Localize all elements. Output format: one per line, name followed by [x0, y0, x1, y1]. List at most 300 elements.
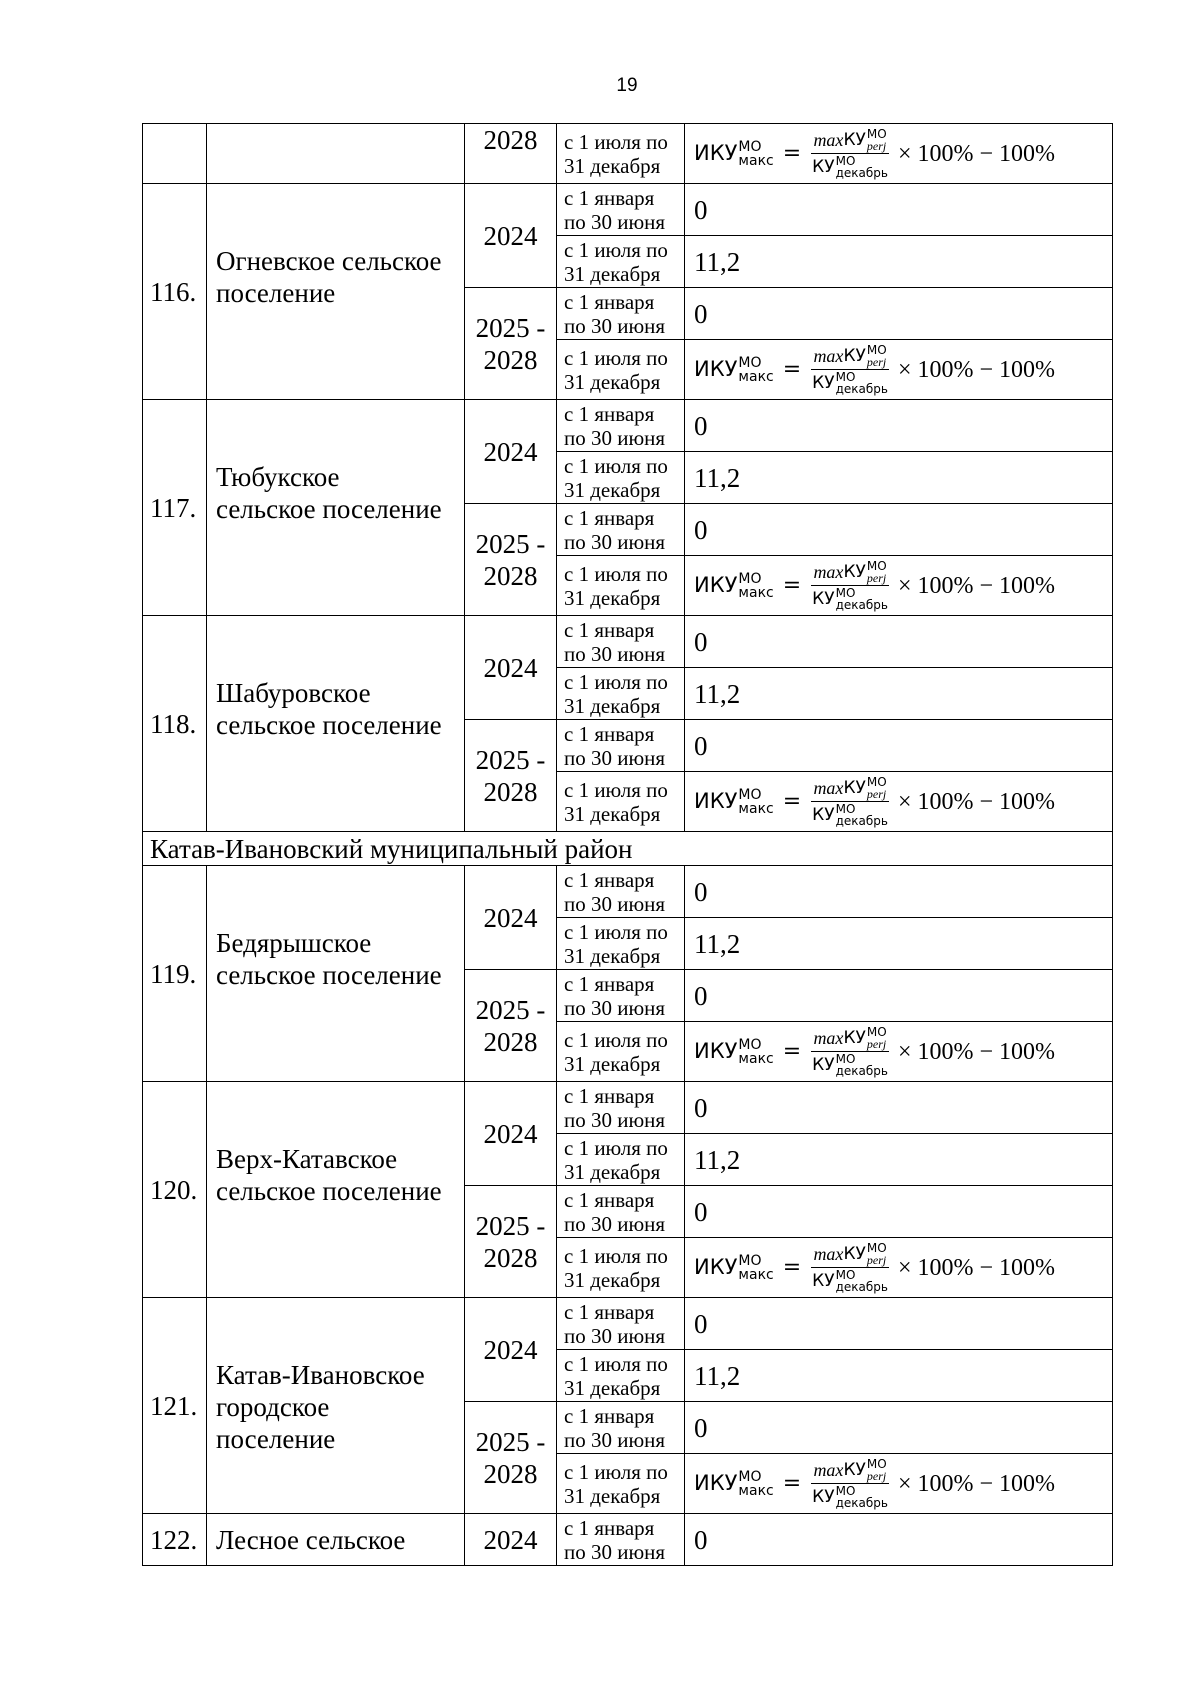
- year-line: 2028: [483, 776, 538, 807]
- period-line: 31 декабря: [564, 1051, 661, 1076]
- year-cell: [465, 1082, 557, 1186]
- table-row: [143, 1082, 1113, 1134]
- period-cell: [557, 1022, 685, 1082]
- period-line: с 1 января: [564, 289, 655, 314]
- year-line: 2024: [483, 220, 538, 251]
- settlement-name-line: Верх-Катавское: [216, 1144, 398, 1174]
- period-cell: [557, 866, 685, 918]
- period-line: с 1 января: [564, 617, 655, 642]
- year-line: 2025 -: [475, 1210, 546, 1241]
- tariff-table-body: [143, 124, 1113, 1566]
- formula-numerator: [811, 128, 888, 154]
- formula: [694, 128, 1055, 179]
- value-cell: 0: [685, 288, 1113, 340]
- year-cell: [465, 970, 557, 1082]
- year-cell: [465, 1186, 557, 1298]
- formula-den-sub: декабрь: [835, 1064, 888, 1078]
- row-number: [143, 124, 207, 184]
- period-cell: [557, 970, 685, 1022]
- formula-lhs-scripts: [738, 788, 773, 816]
- period-line: с 1 января: [564, 1403, 655, 1428]
- formula-num-main: КУ: [843, 129, 866, 150]
- formula-den-main: КУ: [812, 804, 835, 825]
- formula-numerator: [811, 1458, 888, 1484]
- formula-lhs: ИКУ: [694, 573, 738, 597]
- value-cell: 0: [685, 1402, 1113, 1454]
- formula-num-prefix: max: [813, 130, 844, 150]
- formula-lhs-scripts: [738, 356, 773, 384]
- settlement-name-line: Катав-Ивановское: [216, 1360, 425, 1390]
- formula-lhs-sup: МО: [738, 1036, 762, 1053]
- formula-num-main: КУ: [843, 561, 866, 582]
- year-line: 2028: [483, 344, 538, 375]
- formula-lhs-sub: макс: [738, 1266, 774, 1283]
- year-line: 2028: [483, 125, 538, 155]
- formula-num-prefix: max: [813, 346, 844, 366]
- formula-equals: =: [782, 1038, 802, 1064]
- settlement-name: [207, 616, 465, 832]
- period-line: с 1 января: [564, 721, 655, 746]
- formula-num-sub: perj: [866, 1037, 887, 1051]
- settlement-name-line: Шабуровское: [216, 678, 371, 708]
- period-line: по 30 июня: [564, 425, 666, 450]
- formula-den-sup: МО: [835, 154, 856, 168]
- year-line: 2024: [483, 1524, 538, 1555]
- period-line: 31 декабря: [564, 477, 661, 502]
- table-row: [143, 866, 1113, 918]
- formula-lhs-scripts: [738, 140, 773, 168]
- formula: [694, 776, 1055, 827]
- period-cell: [557, 772, 685, 832]
- formula-lhs: ИКУ: [694, 789, 738, 813]
- period-line: с 1 июля по: [564, 1135, 668, 1160]
- period-line: с 1 июля по: [564, 1243, 668, 1268]
- period-line: с 1 января: [564, 1515, 655, 1540]
- formula-num-sup: МО: [866, 559, 887, 573]
- value-cell: 0: [685, 1082, 1113, 1134]
- period-cell: [557, 236, 685, 288]
- year-line: 2024: [483, 652, 538, 683]
- formula-tail: × 100% − 100%: [897, 140, 1056, 167]
- period-line: 31 декабря: [564, 801, 661, 826]
- formula-den-sup: МО: [835, 1268, 856, 1282]
- formula-lhs-sub: макс: [738, 152, 774, 169]
- formula-tail: × 100% − 100%: [897, 572, 1056, 599]
- period-line: 31 декабря: [564, 153, 661, 178]
- formula-lhs-sub: макс: [738, 368, 774, 385]
- formula-num-prefix: max: [813, 1028, 844, 1048]
- settlement-name-line: Лесное сельское: [216, 1524, 406, 1555]
- formula-num-sub: perj: [866, 1253, 887, 1267]
- year-line: 2028: [483, 1026, 538, 1057]
- period-cell: [557, 504, 685, 556]
- formula-numerator: [811, 344, 888, 370]
- table-row: [143, 1298, 1113, 1350]
- year-cell: [465, 1514, 557, 1566]
- year-cell: [465, 1402, 557, 1514]
- formula-numerator: [811, 776, 888, 802]
- period-cell: [557, 1402, 685, 1454]
- formula-numerator: [811, 560, 888, 586]
- value-cell: [685, 556, 1113, 616]
- period-line: 31 декабря: [564, 1267, 661, 1292]
- formula-equals: =: [782, 1254, 802, 1280]
- period-line: 31 декабря: [564, 369, 661, 394]
- formula-num-prefix: max: [813, 1244, 844, 1264]
- section-row: [143, 832, 1113, 866]
- formula-num-main: КУ: [843, 777, 866, 798]
- settlement-name: [207, 1514, 465, 1566]
- formula-num-sub: perj: [866, 1469, 887, 1483]
- formula-num-main: КУ: [843, 1243, 866, 1264]
- formula-denominator: [810, 802, 890, 827]
- formula-den-scripts: [836, 1053, 888, 1077]
- period-cell: [557, 1454, 685, 1514]
- year-cell: [465, 288, 557, 400]
- period-cell: [557, 1238, 685, 1298]
- period-line: 31 декабря: [564, 1483, 661, 1508]
- formula-num-prefix: max: [813, 562, 844, 582]
- year-cell: [465, 504, 557, 616]
- period-line: по 30 июня: [564, 641, 666, 666]
- formula-num-scripts: [867, 1458, 887, 1482]
- formula-num-main: КУ: [843, 1027, 866, 1048]
- formula-num-scripts: [867, 776, 887, 800]
- formula-num-sub: perj: [866, 571, 887, 585]
- period-cell: [557, 1350, 685, 1402]
- period-cell: [557, 918, 685, 970]
- period-line: по 30 июня: [564, 1539, 666, 1564]
- tariff-table: [142, 123, 1113, 1566]
- formula-num-sup: МО: [866, 1241, 887, 1255]
- formula-tail: × 100% − 100%: [897, 1470, 1056, 1497]
- formula-denominator: [810, 586, 890, 611]
- table-row: [143, 400, 1113, 452]
- value-cell: 11,2: [685, 1134, 1113, 1186]
- row-number: 120.: [143, 1082, 207, 1298]
- period-cell: [557, 1514, 685, 1566]
- settlement-name-line: сельское поселение: [216, 710, 442, 740]
- period-cell: [557, 1298, 685, 1350]
- value-cell: 11,2: [685, 668, 1113, 720]
- year-cell: [465, 866, 557, 970]
- period-line: с 1 января: [564, 505, 655, 530]
- settlement-name: [207, 866, 465, 1082]
- formula-lhs: ИКУ: [694, 357, 738, 381]
- period-line: с 1 июля по: [564, 1459, 668, 1484]
- row-number: 122.: [143, 1514, 207, 1566]
- formula-den-scripts: [836, 155, 888, 179]
- settlement-name-line: сельское поселение: [216, 960, 442, 990]
- formula-denominator: [810, 154, 890, 179]
- formula-den-main: КУ: [812, 156, 835, 177]
- period-line: 31 декабря: [564, 943, 661, 968]
- formula-den-main: КУ: [812, 1486, 835, 1507]
- formula-num-sup: МО: [866, 127, 887, 141]
- formula: [694, 1026, 1055, 1077]
- value-cell: [685, 1454, 1113, 1514]
- settlement-name: [207, 400, 465, 616]
- period-line: по 30 июня: [564, 891, 666, 916]
- period-line: с 1 января: [564, 1083, 655, 1108]
- formula-num-scripts: [867, 344, 887, 368]
- period-line: 31 декабря: [564, 693, 661, 718]
- formula-den-main: КУ: [812, 1054, 835, 1075]
- formula-equals: =: [782, 140, 802, 166]
- year-cell: [465, 124, 557, 184]
- formula-lhs: ИКУ: [694, 1471, 738, 1495]
- table-row: [143, 616, 1113, 668]
- formula-tail: × 100% − 100%: [897, 1038, 1056, 1065]
- value-cell: [685, 124, 1113, 184]
- year-line: 2025 -: [475, 744, 546, 775]
- formula-lhs-sub: макс: [738, 1050, 774, 1067]
- settlement-name: [207, 124, 465, 184]
- settlement-name-line: городское: [216, 1392, 330, 1422]
- period-cell: [557, 668, 685, 720]
- formula-den-sup: МО: [835, 1484, 856, 1498]
- formula-den-scripts: [836, 803, 888, 827]
- formula-den-sub: декабрь: [835, 166, 888, 180]
- formula-den-sup: МО: [835, 802, 856, 816]
- value-cell: 0: [685, 720, 1113, 772]
- formula-num-main: КУ: [843, 1459, 866, 1480]
- formula-den-main: КУ: [812, 588, 835, 609]
- period-line: с 1 января: [564, 867, 655, 892]
- settlement-name: [207, 1298, 465, 1514]
- settlement-name-line: Бедярышское: [216, 928, 372, 958]
- formula-equals: =: [782, 572, 802, 598]
- formula-lhs-sub: макс: [738, 800, 774, 817]
- settlement-name-line: Огневское сельское: [216, 246, 442, 276]
- period-cell: [557, 1082, 685, 1134]
- period-cell: [557, 184, 685, 236]
- formula-lhs-scripts: [738, 572, 773, 600]
- period-cell: [557, 288, 685, 340]
- year-line: 2025 -: [475, 1426, 546, 1457]
- year-line: 2024: [483, 436, 538, 467]
- formula-den-scripts: [836, 371, 888, 395]
- formula-num-sup: МО: [866, 343, 887, 357]
- formula-lhs-sup: МО: [738, 138, 762, 155]
- period-line: с 1 января: [564, 1187, 655, 1212]
- formula-lhs: ИКУ: [694, 1039, 738, 1063]
- value-cell: 0: [685, 1514, 1113, 1566]
- period-line: с 1 июля по: [564, 1027, 668, 1052]
- formula-fraction: [810, 776, 890, 827]
- settlement-name-line: поселение: [216, 278, 336, 308]
- formula-num-scripts: [867, 1026, 887, 1050]
- formula-num-scripts: [867, 560, 887, 584]
- formula-den-sub: декабрь: [835, 382, 888, 396]
- period-line: по 30 июня: [564, 995, 666, 1020]
- row-number: 121.: [143, 1298, 207, 1514]
- formula-tail: × 100% − 100%: [897, 788, 1056, 815]
- value-cell: 0: [685, 1186, 1113, 1238]
- period-cell: [557, 452, 685, 504]
- period-line: по 30 июня: [564, 209, 666, 234]
- settlement-name-line: поселение: [216, 1424, 336, 1454]
- formula-denominator: [810, 1052, 890, 1077]
- year-line: 2024: [483, 902, 538, 933]
- formula-lhs-sub: макс: [738, 1482, 774, 1499]
- period-line: с 1 июля по: [564, 237, 668, 262]
- value-cell: [685, 340, 1113, 400]
- period-cell: [557, 720, 685, 772]
- period-line: с 1 января: [564, 185, 655, 210]
- period-cell: [557, 616, 685, 668]
- row-number: 118.: [143, 616, 207, 832]
- formula-den-main: КУ: [812, 372, 835, 393]
- formula-fraction: [810, 1026, 890, 1077]
- year-line: 2025 -: [475, 528, 546, 559]
- formula-num-sub: perj: [866, 787, 887, 801]
- period-line: 31 декабря: [564, 585, 661, 610]
- formula-lhs-sup: МО: [738, 354, 762, 371]
- formula: [694, 1458, 1055, 1509]
- period-line: с 1 января: [564, 971, 655, 996]
- formula-lhs-sup: МО: [738, 1468, 762, 1485]
- value-cell: 11,2: [685, 236, 1113, 288]
- formula-den-sub: декабрь: [835, 598, 888, 612]
- formula: [694, 344, 1055, 395]
- year-line: 2025 -: [475, 312, 546, 343]
- period-line: 31 декабря: [564, 1375, 661, 1400]
- table-row: [143, 1514, 1113, 1566]
- row-number: 117.: [143, 400, 207, 616]
- value-cell: 0: [685, 616, 1113, 668]
- period-line: с 1 июля по: [564, 1351, 668, 1376]
- formula: [694, 560, 1055, 611]
- formula-den-sup: МО: [835, 1052, 856, 1066]
- year-line: 2024: [483, 1118, 538, 1149]
- formula-den-sup: МО: [835, 370, 856, 384]
- formula-den-sub: декабрь: [835, 1496, 888, 1510]
- formula-den-sup: МО: [835, 586, 856, 600]
- formula-num-prefix: max: [813, 778, 844, 798]
- formula-lhs: ИКУ: [694, 1255, 738, 1279]
- settlement-name-line: сельское поселение: [216, 1176, 442, 1206]
- period-line: с 1 июля по: [564, 777, 668, 802]
- formula-fraction: [810, 1458, 890, 1509]
- value-cell: 11,2: [685, 1350, 1113, 1402]
- formula-den-scripts: [836, 1485, 888, 1509]
- value-cell: [685, 772, 1113, 832]
- period-cell: [557, 556, 685, 616]
- formula-den-scripts: [836, 587, 888, 611]
- formula-equals: =: [782, 788, 802, 814]
- year-cell: [465, 184, 557, 288]
- formula-den-sub: декабрь: [835, 1280, 888, 1294]
- formula-fraction: [810, 128, 890, 179]
- value-cell: 11,2: [685, 918, 1113, 970]
- value-cell: 0: [685, 1298, 1113, 1350]
- formula-den-scripts: [836, 1269, 888, 1293]
- formula-num-sub: perj: [866, 139, 887, 153]
- formula-lhs: ИКУ: [694, 141, 738, 165]
- formula-denominator: [810, 1268, 890, 1293]
- period-line: по 30 июня: [564, 529, 666, 554]
- period-line: с 1 июля по: [564, 345, 668, 370]
- formula-numerator: [811, 1242, 888, 1268]
- formula-num-sup: МО: [866, 1025, 887, 1039]
- settlement-name-line: Тюбукское: [216, 462, 340, 492]
- formula-lhs-scripts: [738, 1038, 773, 1066]
- value-cell: 0: [685, 866, 1113, 918]
- formula-tail: × 100% − 100%: [897, 356, 1056, 383]
- formula: [694, 1242, 1055, 1293]
- period-line: 31 декабря: [564, 261, 661, 286]
- formula-numerator: [811, 1026, 888, 1052]
- formula-equals: =: [782, 356, 802, 382]
- period-line: 31 декабря: [564, 1159, 661, 1184]
- formula-fraction: [810, 1242, 890, 1293]
- formula-num-scripts: [867, 128, 887, 152]
- period-line: по 30 июня: [564, 1211, 666, 1236]
- period-line: с 1 июля по: [564, 561, 668, 586]
- formula-tail: × 100% − 100%: [897, 1254, 1056, 1281]
- row-number: 119.: [143, 866, 207, 1082]
- value-cell: 0: [685, 184, 1113, 236]
- formula-equals: =: [782, 1470, 802, 1496]
- period-line: с 1 июля по: [564, 453, 668, 478]
- period-cell: [557, 1186, 685, 1238]
- formula-lhs-scripts: [738, 1470, 773, 1498]
- period-line: по 30 июня: [564, 1427, 666, 1452]
- period-line: по 30 июня: [564, 1323, 666, 1348]
- value-cell: [685, 1238, 1113, 1298]
- period-line: с 1 июля по: [564, 669, 668, 694]
- settlement-name-line: сельское поселение: [216, 494, 442, 524]
- year-line: 2028: [483, 1242, 538, 1273]
- year-line: 2024: [483, 1334, 538, 1365]
- formula-denominator: [810, 370, 890, 395]
- formula-lhs-sub: макс: [738, 584, 774, 601]
- year-cell: [465, 616, 557, 720]
- period-cell: [557, 340, 685, 400]
- settlement-name: [207, 1082, 465, 1298]
- period-cell: [557, 400, 685, 452]
- value-cell: 0: [685, 970, 1113, 1022]
- value-cell: 11,2: [685, 452, 1113, 504]
- period-line: по 30 июня: [564, 1107, 666, 1132]
- period-line: с 1 июля по: [564, 129, 668, 154]
- formula-den-sub: декабрь: [835, 814, 888, 828]
- table-row: [143, 184, 1113, 236]
- formula-fraction: [810, 344, 890, 395]
- period-cell: [557, 1134, 685, 1186]
- formula-num-sup: МО: [866, 775, 887, 789]
- period-line: по 30 июня: [564, 745, 666, 770]
- period-line: с 1 января: [564, 1299, 655, 1324]
- formula-denominator: [810, 1484, 890, 1509]
- formula-lhs-sup: МО: [738, 570, 762, 587]
- value-cell: 0: [685, 400, 1113, 452]
- formula-num-sub: perj: [866, 355, 887, 369]
- section-title: Катав-Ивановский муниципальный район: [143, 832, 1113, 866]
- settlement-name: [207, 184, 465, 400]
- period-line: по 30 июня: [564, 313, 666, 338]
- value-cell: [685, 1022, 1113, 1082]
- formula-fraction: [810, 560, 890, 611]
- year-line: 2028: [483, 1458, 538, 1489]
- period-cell: [557, 124, 685, 184]
- formula-lhs-sup: МО: [738, 1252, 762, 1269]
- year-cell: [465, 1298, 557, 1402]
- year-line: 2025 -: [475, 994, 546, 1025]
- value-cell: 0: [685, 504, 1113, 556]
- formula-lhs-scripts: [738, 1254, 773, 1282]
